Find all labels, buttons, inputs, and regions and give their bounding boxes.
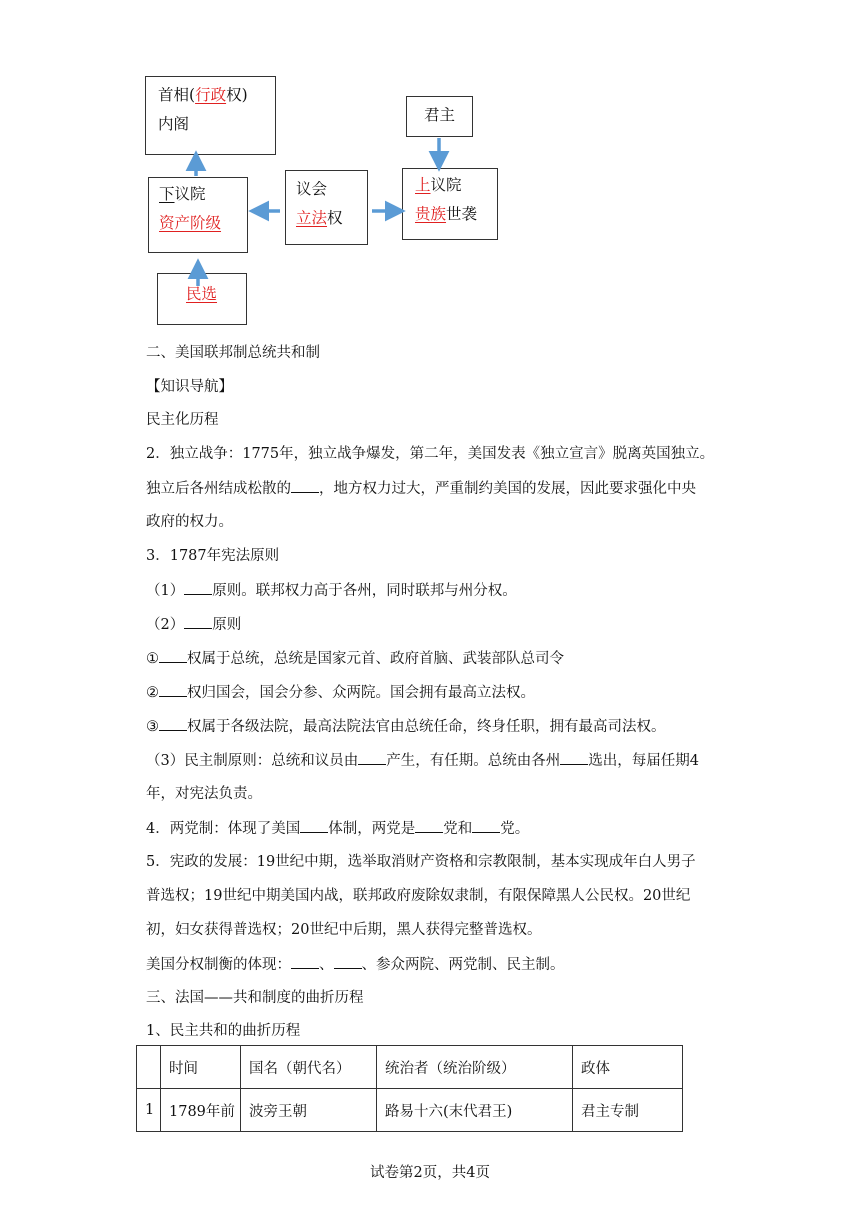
p2-line1: 2．独立战争：1775年，独立战争爆发，第二年，美国发表《独立宣言》脱离英国独立。 [146, 446, 715, 462]
lower-house-title: 下议院 [159, 185, 206, 203]
p3-2b: ② 权归国会，国会分参、众两院。国会拥有最高立法权。 [146, 682, 535, 703]
section3-title: 三、法国——共和制度的曲折历程 [146, 990, 364, 1006]
p3-1: （1） 原则。联邦权力高于各州，同时联邦与州分权。 [146, 580, 517, 601]
page-footer: 试卷第2页，共4页 [370, 1165, 490, 1181]
knowledge-nav: 【知识导航】 [146, 379, 233, 395]
p3-2c: ③ 权属于各级法院，最高法院法官由总统任命，终身任职，拥有最高司法权。 [146, 716, 666, 737]
table-header-row [137, 1046, 683, 1089]
blank [415, 818, 443, 833]
prime-minister-line: 首相(行政权) [158, 86, 248, 104]
table-cell: 1789年前 [161, 1089, 241, 1132]
p3-2a: ① 权属于总统，总统是国家元首、政府首脑、武装部队总司令 [146, 648, 564, 669]
table-cell: 君主专制 [573, 1089, 683, 1132]
p2-line2: 独立后各州结成松散的 ，地方权力过大，严重制约美国的发展，因此要求强化中央 [146, 478, 696, 499]
nobility-line: 贵族世袭 [415, 205, 478, 223]
p3-3-line2: 年，对宪法负责。 [146, 786, 262, 802]
blank [184, 580, 212, 595]
blank [334, 954, 362, 969]
blank [291, 954, 319, 969]
blank [159, 648, 187, 663]
p5-line1: 5．宪政的发展：19世纪中期，选举取消财产资格和宗教限制，基本实现成年白人男子 [146, 854, 696, 870]
diagram-arrows [0, 0, 860, 340]
table-cell: 波旁王朝 [241, 1089, 377, 1132]
democratization-heading: 民主化历程 [146, 412, 219, 428]
p3-3-line1: （3）民主制原则：总统和议员由 产生，有任期。总统由各州 选出，每届任期4 [146, 750, 699, 771]
legislative-power-line: 立法权 [296, 209, 343, 227]
popular-election-text: 民选 [186, 285, 218, 303]
blank [184, 614, 212, 629]
p5-line2: 普选权；19世纪中期美国内战，联邦政府废除奴隶制，有限保障黑人公民权。20世纪 [146, 888, 691, 904]
blank [300, 818, 328, 833]
blank [560, 750, 588, 765]
subsection1-title: 1、民主共和的曲折历程 [146, 1023, 301, 1039]
republic-history-table [136, 1045, 683, 1132]
table-row [137, 1089, 683, 1132]
executive-power-text: 行政 [195, 86, 227, 104]
table-header-cell [137, 1046, 161, 1089]
bourgeoisie-text: 资产阶级 [159, 214, 222, 232]
table-cell: 1 [137, 1089, 161, 1132]
table-cell: 路易十六(末代君王) [377, 1089, 573, 1132]
blank [159, 682, 187, 697]
section2-title: 二、美国联邦制总统共和制 [146, 345, 320, 361]
p4: 4．两党制：体现了美国 体制，两党是 党和 党。 [146, 818, 529, 839]
upper-house-title: 上议院 [415, 176, 462, 194]
p5-line3: 初，妇女获得普选权；20世纪中后期，黑人获得完整普选权。 [146, 922, 542, 938]
parliament-title: 议会 [296, 180, 328, 198]
cabinet-text: 内阁 [158, 115, 190, 133]
p3-2: （2） 原则 [146, 614, 241, 635]
table-header-cell: 政体 [573, 1046, 683, 1089]
p2-line3: 政府的权力。 [146, 514, 233, 530]
us-checks-balances: 美国分权制衡的体现： 、 、参众两院、两党制、民主制。 [146, 954, 565, 975]
blank [472, 818, 500, 833]
table-header-cell: 统治者（统治阶级） [377, 1046, 573, 1089]
blank [358, 750, 386, 765]
monarch-box: 君主 [406, 96, 473, 137]
blank [291, 478, 319, 493]
blank [159, 716, 187, 731]
table-header-cell: 时间 [161, 1046, 241, 1089]
p3-title: 3．1787年宪法原则 [146, 548, 280, 564]
table-header-cell: 国名（朝代名） [241, 1046, 377, 1089]
